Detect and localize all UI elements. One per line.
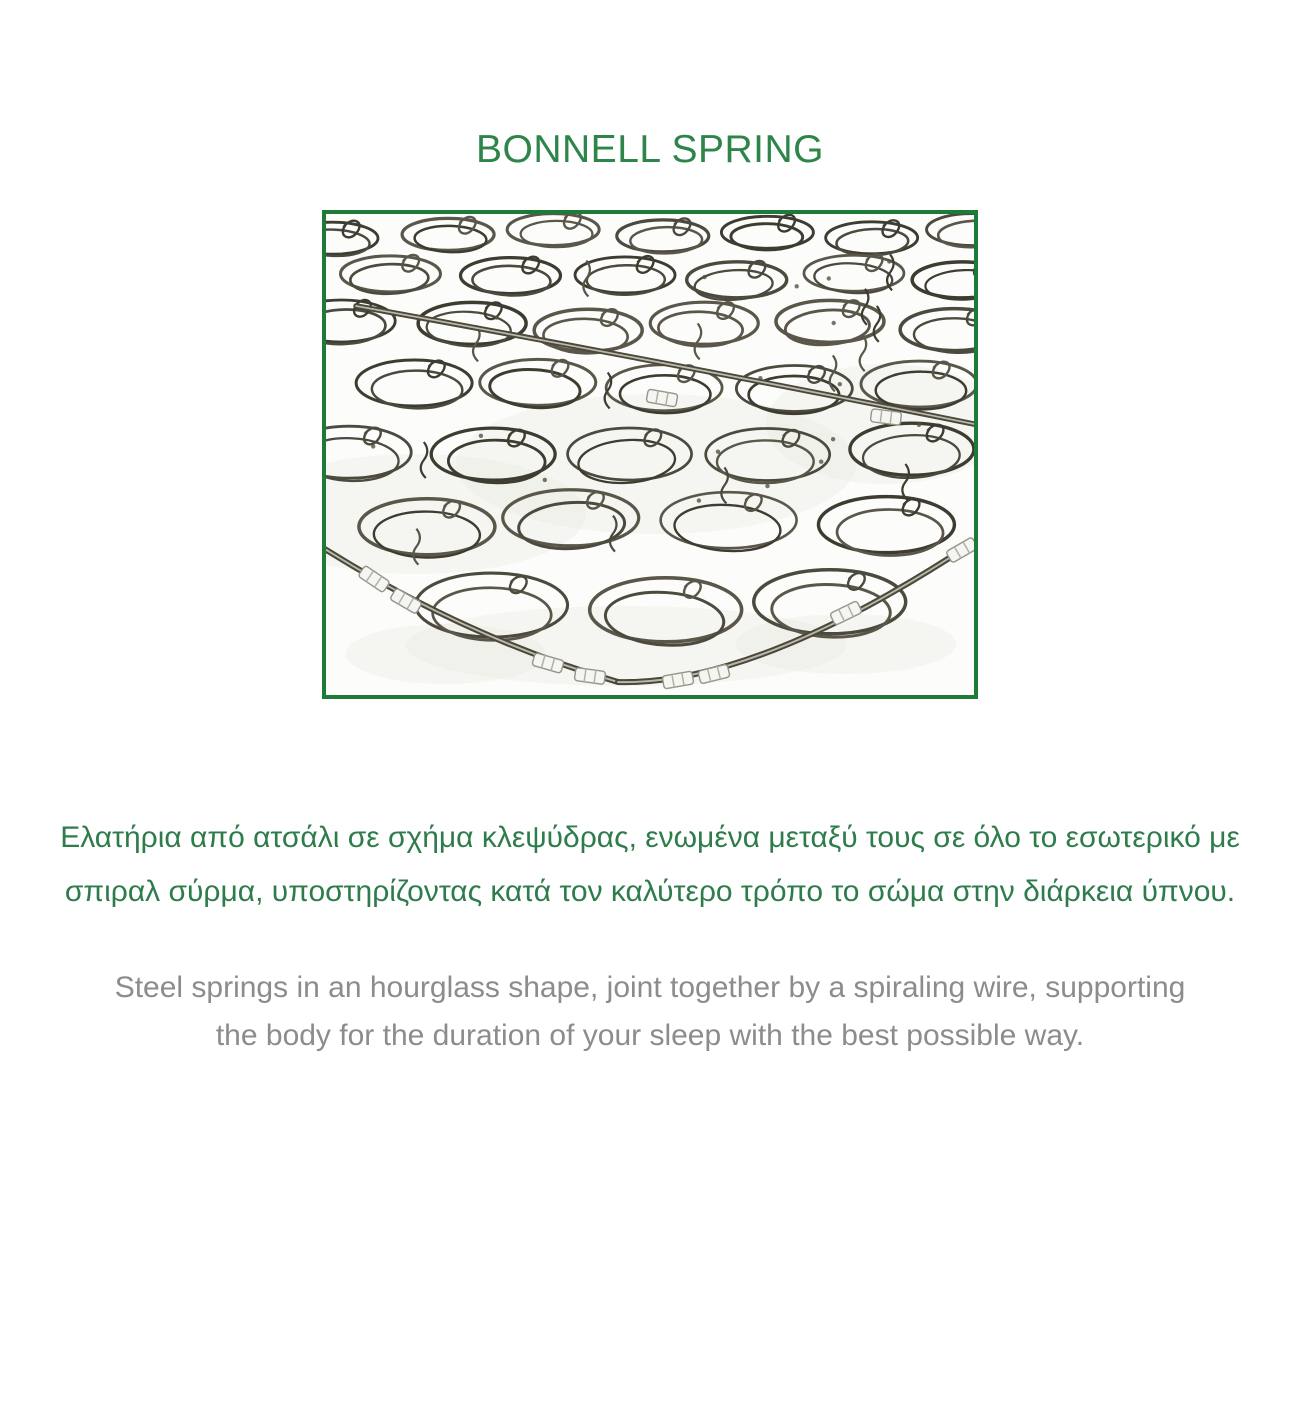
spring-coils-illustration [326, 214, 974, 695]
bonnell-spring-photo [322, 210, 978, 699]
english-line-1: Steel springs in an hourglass shape, joint together by a spiraling wire, supporting [114, 971, 1186, 1004]
page-title: BONNELL SPRING [476, 128, 824, 171]
english-line-2: the body for the duration of your sleep with the best possible way. [215, 1019, 1085, 1052]
greek-line-2: σπιραλ σύρμα, υποστηρίζοντας κατά τον καλύτερο τρόπο το σώμα στην διάρκεια ύπνου. [64, 875, 1236, 908]
description-greek [0, 811, 1300, 919]
description-english [0, 964, 1300, 1060]
page [0, 127, 1300, 1427]
greek-line-1: Ελατήρια από ατσάλι σε σχήμα κλεψύδρας, ενωμένα μεταξύ τους σε όλο το εσωτερικό με [60, 821, 1240, 854]
